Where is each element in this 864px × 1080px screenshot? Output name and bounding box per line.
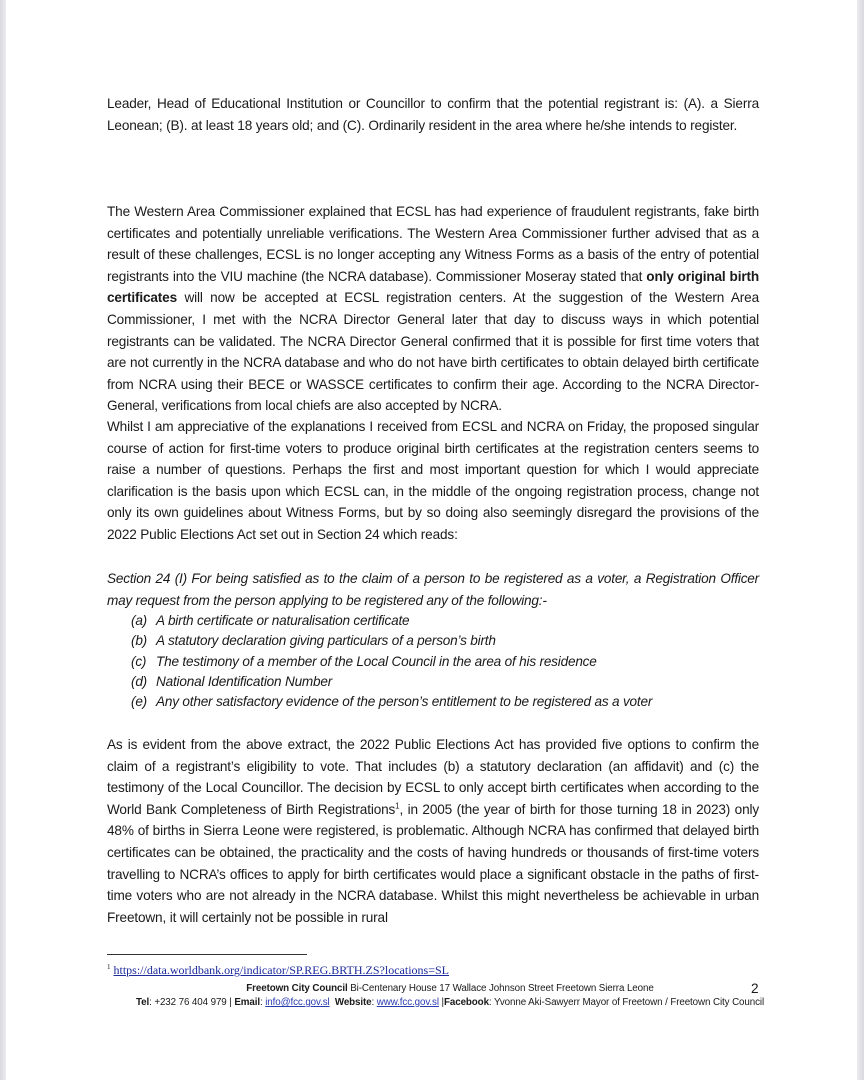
footnote-reference[interactable]: 1 bbox=[395, 801, 400, 811]
footer-address: Bi-Centenary House 17 Wallace Johnson Street Freetown Sierra Leone bbox=[347, 983, 654, 994]
page-number: 2 bbox=[751, 981, 759, 996]
page-edge-left bbox=[0, 0, 6, 1080]
quote-list-item bbox=[131, 672, 759, 692]
footnote-marker: 1 bbox=[107, 963, 111, 971]
paragraph-analysis bbox=[107, 734, 759, 928]
footnote-link[interactable]: https://data.worldbank.org/indicator/SP.REG.BRTH.ZS?locations=SL bbox=[113, 963, 449, 977]
footer-email-link[interactable]: info@fcc.gov.sl bbox=[265, 997, 330, 1008]
list-item-text: National Identification Number bbox=[156, 673, 333, 689]
list-item-text: The testimony of a member of the Local Council in the area of his residence bbox=[156, 653, 597, 669]
paragraph-text: , in 2005 (the year of birth for those turning 18 in 2023) only 48% of births in Sierra Leone were registered, is problematic. Although NCRA has confirmed that delayed birth certificates can be obtained, the practicality and the costs of having hundreds or thousands of first-time voters travelling to NCRA’s offices to apply for birth certificates would place a significant obstacle in the paths of first-time voters who are not already in the NCRA database. Whilst this might nevertheless be achievable in urban Freetown, it will certainly not be possible in rural bbox=[107, 801, 760, 925]
paragraph-text: will now be accepted at ECSL registration centers. At the suggestion of the Western Area Commissioner, I met with the NCRA Director General later that day to discuss ways in which potential registrants can be validated. The NCRA Director General confirmed that it is possible for first time voters that are not currently in the NCRA database and who do not have birth certificates to obtain delayed birth certificate from NCRA using their BECE or WASSCE certificates to confirm their age. According to the NCRA Director-General, verifications from local chiefs are also accepted by NCRA. bbox=[107, 290, 759, 414]
paragraph-text: The Western Area Commissioner explained that ECSL has had experience of fraudulent registrants, fake birth certificates and potentially unreliable verifications. The Western Area Commissioner further advised that as a result of these challenges, ECSL is no longer accepting any Witness Forms as a basis of the entry of potential registrants into the VIU machine (the NCRA database). Commissioner Moseray stated that bbox=[107, 204, 759, 284]
quote-heading: Section 24 (I) For being satisfied as to the claim of a person to be registered as a voter, a Registration Officer may request from the person applying to be registered any of the following:- bbox=[107, 571, 759, 608]
quote-list-item bbox=[131, 692, 759, 712]
paragraph-registrant-criteria: Leader, Head of Educational Institution or Councillor to confirm that the potential registrant is: (A). a Sierra Leonean; (B). at least 18 years old; and (C). Ordinarily resident in the area where he/she intends to register. bbox=[107, 96, 759, 133]
footer-facebook-value: : Yvonne Aki-Sawyerr Mayor of Freetown / Freetown City Council bbox=[488, 997, 765, 1008]
footer-contact-line bbox=[120, 996, 780, 1010]
section-24-quote bbox=[107, 568, 759, 712]
footer-email-label: Email bbox=[234, 997, 260, 1008]
list-item-text: Any other satisfactory evidence of the person’s entitlement to be registered as a voter bbox=[156, 694, 653, 709]
footer-separator: | bbox=[438, 997, 444, 1008]
footer-tel-value: : +232 76 404 979 | bbox=[149, 997, 235, 1008]
footnote-separator bbox=[107, 954, 307, 955]
footnote bbox=[107, 962, 449, 978]
footer-org-name: Freetown City Council bbox=[246, 983, 348, 994]
list-item-text: A birth certificate or naturalisation certificate bbox=[156, 613, 410, 629]
quote-list bbox=[107, 611, 759, 712]
footer-separator: : bbox=[259, 997, 266, 1008]
footer-facebook-label: Facebook bbox=[443, 997, 489, 1008]
list-item-text: A statutory declaration giving particulars of a person’s birth bbox=[156, 633, 496, 649]
quote-list-item bbox=[131, 652, 759, 672]
page-edge-right bbox=[857, 0, 864, 1080]
footer-address-line bbox=[120, 982, 780, 996]
footer-website-link[interactable]: www.fcc.gov.sl bbox=[376, 997, 439, 1008]
bold-emphasis: only original birth certificates bbox=[107, 268, 759, 306]
footer-separator: : bbox=[371, 997, 377, 1008]
footer-tel-label: Tel bbox=[135, 997, 150, 1008]
list-item-label: (a) bbox=[131, 613, 148, 629]
footer-website-label: Website bbox=[334, 997, 372, 1008]
quote-list-item bbox=[131, 631, 759, 651]
quote-list-item bbox=[131, 611, 759, 631]
list-item-label: (d) bbox=[131, 673, 148, 689]
paragraph-questions: Whilst I am appreciative of the explanations I received from ECSL and NCRA on Friday, the proposed singular course of action for first-time voters to produce original birth certificates at the registration centers seems to raise a number of questions. Perhaps the first and most important question for which I would appreciate clarification is the basis upon which ECSL can, in the middle of the ongoing registration process, change not only its own guidelines about Witness Forms, but by so doing also seemingly disregard the provisions of the 2022 Public Elections Act set out in Section 24 which reads: bbox=[107, 419, 759, 542]
letterhead-footer bbox=[120, 982, 780, 1010]
list-item-label: (c) bbox=[131, 653, 147, 669]
paragraph-commissioner-explanation bbox=[107, 201, 759, 417]
list-item-label: (b) bbox=[131, 633, 148, 649]
list-item-label: (e) bbox=[131, 694, 148, 709]
paragraph-text: As is evident from the above extract, the 2022 Public Elections Act has provided five options to confirm the claim of a registrant’s eligibility to vote. That includes (b) a statutory declaration (an affidavit) and (c) the testimony of the Local Councillor. The decision by ECSL to only accept birth certificates when according to the World Bank Completeness of Birth Registrations bbox=[107, 737, 759, 817]
